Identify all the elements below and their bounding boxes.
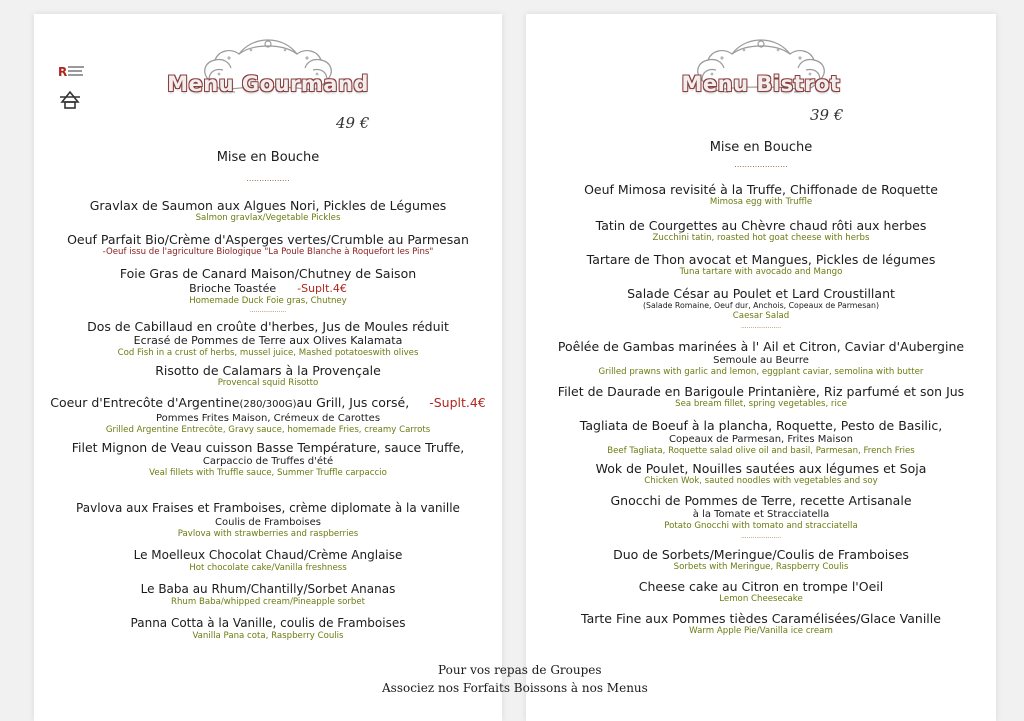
dish-side: Coulis de Framboises [215,517,321,528]
dish-english: Zucchini tatin, roasted hot goat cheese with herbs [652,233,870,243]
menu-gourmand-title: Menu Gourmand [167,72,369,96]
list-item [526,339,996,378]
menu-gourmand-price: 49 € [336,114,370,132]
dish-name: Le Moelleux Chocolat Chaud/Crème Anglaise [133,548,403,562]
dish-name: Panna Cotta à la Vanille, coulis de Framboises [130,616,406,630]
dish-english: Provencal squid Risotto [217,378,319,388]
dish-english: Veal fillets with Truffle sauce, Summer Truffle carpaccio [149,468,387,478]
dish-side: Pommes Frites Maison, Crémeux de Carottes [155,413,381,424]
menu-bistrot-title: Menu Bistrot [681,72,841,96]
dish-english: Grilled prawns with garlic and lemon, eggplant caviar, semolina with butter [598,367,924,377]
list-item [34,266,502,307]
list-item [34,548,502,574]
dish-english: Chicken Wok, sauted noodles with vegetables and soy [644,476,878,486]
supplement-badge: -Suplt.4€ [429,395,486,410]
list-item [34,582,502,608]
separator: ................... [249,307,287,314]
list-item [34,501,502,540]
list-item [526,547,996,573]
dish-name: Coeur d'Entrecôte d'Argentine [50,395,240,410]
dish-english: Caesar Salad [732,311,790,321]
list-item [526,611,996,637]
menu-gourmand-content [34,150,502,642]
dish-english: Pavlova with strawberries and raspberries [177,529,359,539]
dish-side: Semoule au Beurre [713,355,809,366]
dish-english: Lemon Cheesecake [719,594,803,604]
dish-english: Mimosa egg with Truffle [709,197,813,207]
separator: ................. [246,174,290,183]
dish-name: Oeuf Mimosa revisité à la Truffe, Chiffonade de Roquette [584,182,938,197]
footer-line-2: Associez nos Forfaits Boissons à nos Menus [382,681,648,695]
dish-english: Cod Fish in a crust of herbs, mussel juice, Mashed potatoeswith olives [117,348,419,358]
list-item [34,395,502,436]
dish-name: Foie Gras de Canard Maison/Chutney de Saison [119,266,417,281]
list-item [526,579,996,605]
dish-english: Sea bream fillet, spring vegetables, rice [675,399,847,409]
dish-weight: (280/300G) [239,399,297,410]
dish-name: Dos de Cabillaud en croûte d'herbes, Jus de Moules réduit [87,319,449,334]
footer-line-1: Pour vos repas de Groupes [438,663,602,677]
list-item [34,232,502,258]
dish-name: Tatin de Courgettes au Chèvre chaud rôti aux herbes [595,218,927,233]
dish-name: Wok de Poulet, Nouilles sautées aux légumes et Soja [595,461,927,476]
dish-side: à la Tomate et Stracciatella [692,509,830,520]
dish-side: Brioche Toastée [189,282,277,295]
list-item [526,286,996,322]
dish-side: Carpaccio de Truffes d'été [202,456,334,467]
dish-english: Sorbets with Meringue, Raspberry Coulis [673,562,849,572]
list-item [526,418,996,457]
separator: ..................... [740,323,782,330]
list-item [526,493,996,532]
menu-bistrot-price: 39 € [810,106,844,124]
dish-name: Poêlée de Gambas marinées à l' Ail et Citron, Caviar d'Aubergine [557,339,965,354]
list-item [34,319,502,359]
dish-origin-note: -Oeuf issu de l'agriculture Biologique "La Poule Blanche à Roquefort les Pins" [102,247,434,257]
dish-name: Duo de Sorbets/Meringue/Coulis de Framboises [613,547,909,562]
menu-gourmand-page [34,14,502,721]
dish-name: Tagliata de Boeuf à la plancha, Roquette, Pesto de Basilic, [579,418,943,433]
supplement-badge: -Suplt.4€ [297,282,347,295]
dish-name: Risotto de Calamars à la Provençale [155,363,381,378]
dish-english: Grilled Argentine Entrecôte, Gravy sauce, homemade Fries, creamy Carrots [105,425,431,435]
dish-english: Vanilla Pana cota, Raspberry Coulis [192,631,344,641]
separator: ..................... [734,160,788,169]
dish-name: Oeuf Parfait Bio/Crème d'Asperges vertes/Crumble au Parmesan [67,232,469,247]
dish-name: Pavlova aux Fraises et Framboises, crème diplomate à la vanille [76,501,460,515]
list-item [526,461,996,487]
list-item [34,198,502,224]
list-item [34,363,502,389]
dish-name: Filet de Daurade en Barigoule Printanière, Riz parfumé et son Jus [557,384,965,399]
list-item [526,218,996,244]
dish-english: Rhum Baba/whipped cream/Pineapple sorbet [171,597,365,607]
dish-english: Beef Tagliata, Roquette salad olive oil and basil, Parmesan, French Fries [607,446,915,456]
dish-name: Le Baba au Rhum/Chantilly/Sorbet Ananas [140,582,396,596]
dish-english: Hot chocolate cake/Vanilla freshness [189,563,347,573]
list-item [526,252,996,278]
list-item [34,440,502,479]
dish-name: Cheese cake au Citron en trompe l'Oeil [638,579,884,594]
dish-name: Gnocchi de Pommes de Terre, recette Artisanale [610,493,912,508]
separator: ..................... [740,533,782,540]
dish-english: Homemade Duck Foie gras, Chutney [189,296,347,306]
list-item [526,182,996,208]
dish-name: Gravlax de Saumon aux Algues Nori, Pickles de Légumes [89,198,447,213]
svg-text:R: R [58,65,68,79]
dish-composition: (Salade Romaine, Oeuf dur, Anchois, Copeaux de Parmesan) [642,301,880,310]
menu-bistrot-content [526,140,996,637]
dish-name: Tartare de Thon avocat et Mangues, Pickles de légumes [586,252,936,267]
dish-name-end: au Grill, Jus corsé, [296,395,410,410]
dish-english: Tuna tartare with avocado and Mango [679,267,843,277]
dish-name: Salade César au Poulet et Lard Croustillant [627,286,895,301]
dish-side: Copeaux de Parmesan, Frites Maison [669,434,853,445]
dish-english: Warm Apple Pie/Vanilla ice cream [689,626,833,636]
list-item [526,384,996,410]
dish-side: Ecrasé de Pommes de Terre aux Olives Kalamata [133,334,403,347]
dish-english: Potato Gnocchi with tomato and stracciatella [664,521,858,531]
menu-bistrot-page [526,14,996,721]
list-item [34,616,502,642]
dish-name: Filet Mignon de Veau cuisson Basse Température, sauce Truffe, [71,440,465,455]
dish-name: Tarte Fine aux Pommes tièdes Caramélisées/Glace Vanille [581,611,941,626]
mise-en-bouche-heading: Mise en Bouche [216,150,320,165]
dish-english: Salmon gravlax/Vegetable Pickles [195,213,341,223]
mise-en-bouche-heading: Mise en Bouche [709,140,813,155]
